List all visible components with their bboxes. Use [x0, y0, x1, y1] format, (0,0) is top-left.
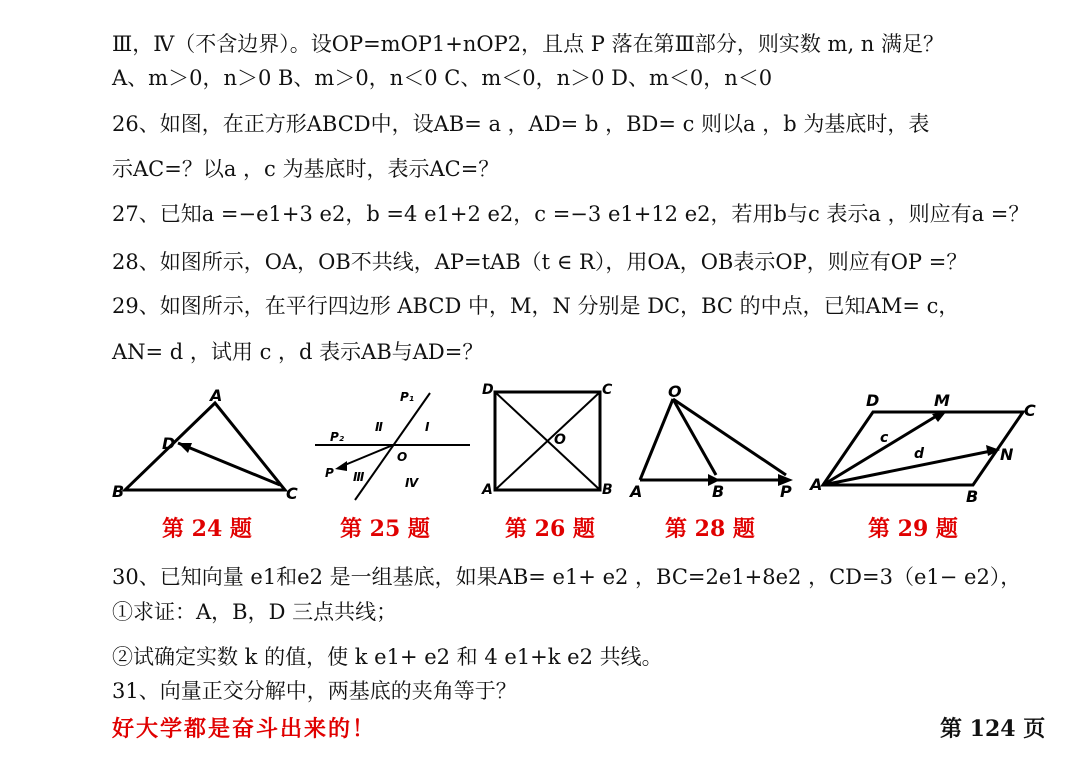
- f25-P: P: [325, 466, 334, 480]
- f24-D: D: [162, 434, 176, 453]
- line-1: Ⅲ，Ⅳ（不含边界）。设OP=mOP1+nOP2，且点 P 落在第Ⅲ部分，则实数 m, n 满足？: [112, 32, 944, 56]
- f26-B: B: [602, 482, 613, 498]
- line-5: 27、已知a =−e1+3 e2，b =4 e1+2 e2，c =−3 e1+12 e2，若用b与c 表示a ，则应有a =？: [112, 202, 1030, 226]
- line-2: A、m＞0，n＞0 B、m＞0，n＜0 C、m＜0，n＞0 D、m＜0，n＜0: [112, 66, 773, 90]
- f29-B: B: [966, 487, 979, 505]
- f25-III: Ⅲ: [353, 470, 365, 484]
- f26-A: A: [482, 482, 493, 498]
- f28-P: P: [780, 482, 792, 501]
- f25-IV: Ⅳ: [405, 476, 419, 490]
- page-number: 第 124 页: [940, 716, 1046, 742]
- f29-A: A: [810, 475, 823, 494]
- f24-C: C: [286, 484, 298, 503]
- figure-26: [480, 380, 620, 505]
- f25-p1: P₁: [400, 390, 415, 404]
- line-3: 26、如图，在正方形ABCD中，设AB= a ，AD= b ，BD= c 则以a ，b 为基底时，表: [112, 112, 930, 136]
- f25-I: Ⅰ: [425, 420, 430, 434]
- f24-A: A: [210, 386, 223, 405]
- f29-M: M: [934, 391, 950, 410]
- f29-D: D: [866, 391, 880, 410]
- motto: 好大学都是奋斗出来的！: [112, 716, 377, 742]
- line-8: AN= d ，试用 c ，d 表示AB与AD=？: [112, 340, 484, 364]
- caption-26: 第 26 题: [505, 516, 595, 542]
- line-12: 31、向量正交分解中，两基底的夹角等于？: [112, 679, 517, 703]
- f24-B: B: [112, 482, 125, 501]
- f28-B: B: [712, 482, 725, 501]
- f26-O: O: [554, 432, 566, 448]
- f26-D: D: [482, 382, 494, 398]
- figure-25: [305, 385, 480, 505]
- figure-24: [110, 385, 300, 505]
- caption-29: 第 29 题: [868, 516, 958, 542]
- figure-28: [628, 385, 808, 505]
- f29-d: d: [914, 446, 925, 462]
- f29-C: C: [1024, 401, 1036, 420]
- line-4: 示AC=？以a ，c 为基底时，表示AC=？: [112, 157, 500, 181]
- line-7: 29、如图所示，在平行四边形 ABCD 中，M，N 分别是 DC，BC 的中点，已知AM= c，: [112, 294, 960, 318]
- f29-N: N: [1000, 445, 1014, 464]
- caption-28: 第 28 题: [665, 516, 755, 542]
- caption-25: 第 25 题: [340, 516, 430, 542]
- line-10: ①求证：A，B，D 三点共线；: [112, 600, 398, 624]
- f28-A: A: [630, 482, 643, 501]
- line-11: ②试确定实数 k 的值，使 k e1+ e2 和 4 e1+k e2 共线。: [112, 645, 663, 669]
- line-9: 30、已知向量 e1和e2 是一组基底，如果AB= e1+ e2 ，BC=2e1+8e2 ，CD=3（e1− e2），: [112, 565, 1022, 589]
- f25-p2: P₂: [330, 430, 345, 444]
- f25-II: Ⅱ: [375, 420, 383, 434]
- caption-24: 第 24 题: [162, 516, 252, 542]
- figure-29: [808, 390, 1043, 505]
- f28-O: O: [668, 385, 682, 401]
- f29-c: c: [880, 430, 889, 446]
- f25-O: O: [397, 450, 408, 464]
- f26-C: C: [602, 382, 613, 398]
- line-6: 28、如图所示，OA，OB不共线，AP=tAB（t ∈ R），用OA，OB表示OP，则应有OP =？: [112, 250, 968, 274]
